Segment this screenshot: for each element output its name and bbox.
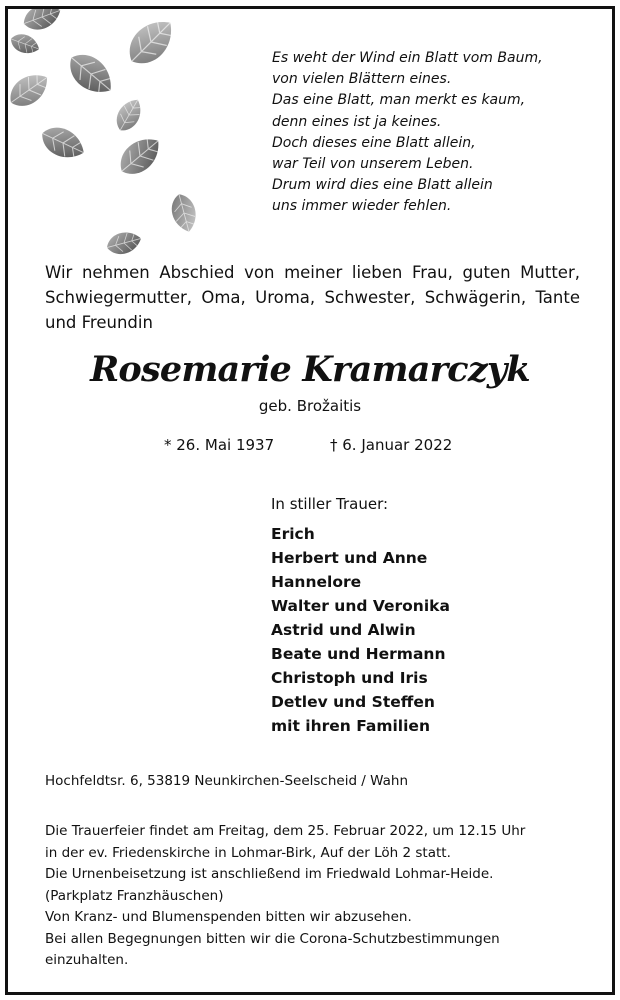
death-date: † 6. Januar 2022: [330, 436, 453, 454]
leaf-icon: [120, 11, 182, 73]
family-address: Hochfeldtsr. 6, 53819 Neunkirchen-Seelscheid / Wahn: [45, 773, 409, 789]
service-line: in der ev. Friedenskirche in Lohmar-Birk, Auf der Löh 2 statt.: [45, 844, 451, 861]
leaf-icon: [62, 46, 121, 102]
leaf-icon: [8, 67, 55, 114]
mourner-name: Detlev und Steffen: [271, 693, 435, 711]
service-line: (Parkplatz Franzhäuschen): [45, 887, 224, 904]
leaf-icon: [168, 191, 200, 234]
poem-line: Doch dieses eine Blatt allein,: [272, 134, 476, 151]
service-line: Von Kranz- und Blumenspenden bitten wir abzusehen.: [45, 909, 412, 925]
mourner-name: mit ihren Familien: [271, 717, 430, 735]
mourners-list: [271, 522, 450, 738]
mourner-name: Astrid und Alwin: [271, 621, 416, 639]
farewell-text: Wir nehmen Abschied von meiner lieben Frau, guten Mutter, Schwiegermutter, Oma, Uroma, Schwester, Schwägerin, Tante und Freundin: [45, 263, 580, 332]
poem-line: denn eines ist ja keines.: [272, 113, 442, 130]
leaf-icon: [20, 9, 64, 34]
poem-line: uns immer wieder fehlen.: [272, 198, 452, 215]
mourner-name: Herbert und Anne: [271, 549, 428, 567]
mourner-name: Walter und Veronika: [271, 597, 450, 615]
poem-line: von vielen Blättern eines.: [272, 71, 452, 88]
deceased-name: Rosemarie Kramarczyk: [90, 349, 530, 390]
service-line: Die Trauerfeier findet am Freitag, dem 25. Februar 2022, um 12.15 Uhr: [45, 823, 526, 839]
birth-name: geb. Brožaitis: [258, 397, 362, 415]
poem-line: war Teil von unserem Leben.: [272, 156, 474, 173]
service-line: einzuhalten.: [45, 952, 129, 968]
mourner-name: Christoph und Iris: [271, 669, 428, 687]
poem-line: Drum wird dies eine Blatt allein: [272, 177, 493, 194]
leaf-icon: [113, 130, 168, 182]
mourner-name: Hannelore: [271, 573, 362, 591]
funeral-service-info: [45, 821, 585, 972]
obituary-frame: [5, 6, 615, 995]
birth-date: * 26. Mai 1937: [164, 436, 275, 454]
poem-line: Es weht der Wind ein Blatt vom Baum,: [272, 50, 543, 66]
poem-line: Das eine Blatt, man merkt es kaum,: [272, 92, 526, 109]
service-line: Bei allen Begegnungen bitten wir die Corona-Schutzbestimmungen: [45, 930, 500, 947]
service-line: Die Urnenbeisetzung ist anschließend im Friedwald Lohmar-Heide.: [45, 866, 494, 882]
leaf-icon: [104, 228, 143, 257]
leaf-icon: [8, 30, 42, 57]
mourner-name: Beate und Hermann: [271, 645, 446, 663]
leaf-icon: [111, 95, 147, 136]
mourning-label: In stiller Trauer:: [271, 495, 389, 513]
leaves-illustration: [8, 9, 208, 264]
poem: [272, 48, 592, 218]
leaf-icon: [36, 121, 89, 165]
mourner-name: Erich: [271, 525, 315, 543]
